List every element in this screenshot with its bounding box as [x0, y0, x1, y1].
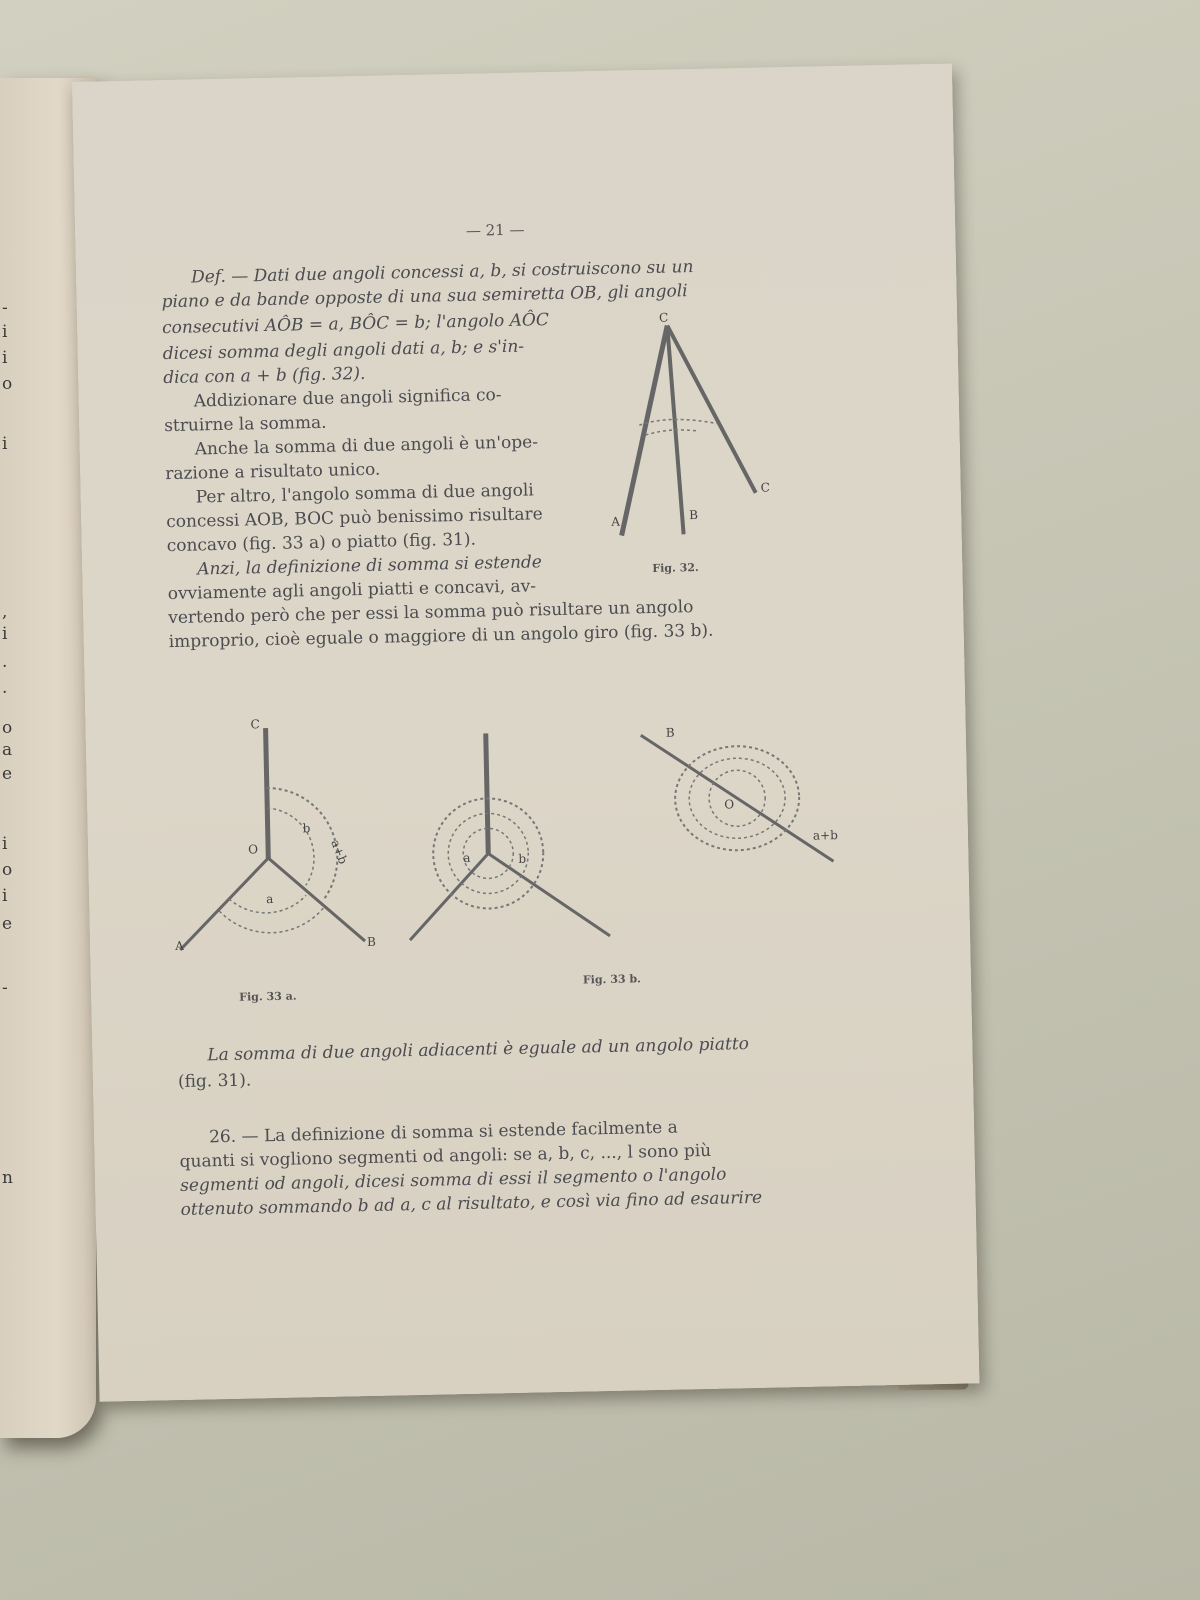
text-line: ottenuto sommando b ad a, c al risultato, e così via fino ad esaurire [180, 1187, 763, 1220]
fig33b-label-b: b [518, 851, 527, 866]
margin-char: . [2, 652, 8, 672]
page-number: — 21 — [465, 220, 525, 240]
figure-33a [170, 715, 405, 980]
margin-char: - [2, 978, 8, 998]
margin-char: a [2, 740, 13, 760]
margin-char: o [2, 718, 13, 738]
text-line: piano e da bande opposte di una sua semiretta OB, gli angoli [161, 281, 688, 313]
margin-char: n [2, 1168, 13, 1188]
figure-33b-right [631, 721, 844, 885]
fig32-label-c: C [760, 480, 770, 495]
fig33a-label-a: A [174, 938, 184, 954]
margin-char: e [2, 764, 13, 784]
fig33a-arc-b: b [302, 821, 311, 836]
margin-char: i [2, 322, 8, 342]
margin-char: o [2, 860, 13, 880]
margin-char: o [2, 374, 13, 394]
book-page [72, 64, 979, 1402]
fig32-label-b: B [689, 507, 699, 523]
margin-char: i [2, 434, 8, 454]
fig33a-label-b: B [366, 934, 377, 950]
fig33a-label-c: C [250, 717, 260, 732]
text-line: quanti si vogliono segmenti od angoli: se a, b, c, ..., l sono più [179, 1140, 712, 1172]
text-line: struirne la somma. [164, 412, 327, 437]
text-line: Addizionare due angoli significa co- [193, 385, 502, 412]
text-line: 26. — La definizione di somma si estende facilmente a [208, 1117, 679, 1148]
margin-char: , [2, 602, 8, 622]
figure-33b-left [406, 721, 631, 966]
fig33b-label-sum: a+b [812, 828, 838, 843]
margin-char: i [2, 624, 8, 644]
text-line: razione a risultato unico. [165, 459, 381, 485]
text-line: Per altro, l'angolo somma di due angoli [195, 480, 534, 508]
fig33b-label-b-right: B [665, 725, 675, 740]
margin-char: - [2, 298, 8, 318]
text-line: ovviamente agli angoli piatti e concavi, av- [167, 576, 537, 605]
fig33a-label-o: O [247, 842, 259, 857]
text-line: dica con a + b (fig. 32). [163, 363, 366, 389]
fig32-caption: Fig. 32. [652, 560, 699, 575]
fig33a-arc-a: a [266, 891, 274, 907]
text-line: concavo (fig. 33 a) o piatto (fig. 31). [166, 529, 477, 557]
text-line: Def. — Dati due angoli concessi a, b, si costruiscono su un [190, 257, 694, 288]
text-line: (fig. 31). [177, 1070, 252, 1092]
fig32-label-c-top: C [658, 310, 669, 325]
fig33a-caption: Fig. 33 a. [239, 989, 297, 1004]
text-line: dicesi somma degli angoli dati a, b; e s'in- [162, 336, 525, 365]
text-line: improprio, cioè eguale o maggiore di un angolo giro (fig. 33 b). [168, 620, 714, 653]
text-line: Anche la somma di due angoli è un'ope- [194, 432, 539, 460]
fig33b-label-o: O [724, 797, 735, 812]
text-line: Anzi, la definizione di somma si estende [197, 552, 543, 580]
fig33a-arc-sum: a+b [328, 837, 351, 867]
text-line: concessi AOB, BOC può benissimo risultare [166, 504, 543, 533]
margin-char: i [2, 886, 8, 906]
text-line: consecutivi AÔB = a, BÔC = b; l'angolo AÔC [161, 310, 550, 339]
fig32-label-a: A [611, 514, 621, 529]
text-line: vertendo però che per essi la somma può risultare un angolo [168, 597, 694, 629]
figure-32 [607, 307, 782, 571]
text-line: segmenti od angoli, dicesi somma di essi il segmento o l'angolo [179, 1164, 727, 1196]
margin-char: i [2, 348, 8, 368]
margin-char: e [2, 914, 13, 934]
text-line: La somma di due angoli adiacenti è eguale ad un angolo piatto [207, 1034, 750, 1066]
margin-char: . [2, 678, 8, 698]
fig33b-label-a: a [463, 850, 471, 865]
fig33b-caption: Fig. 33 b. [582, 972, 642, 987]
margin-char: i [2, 834, 8, 854]
